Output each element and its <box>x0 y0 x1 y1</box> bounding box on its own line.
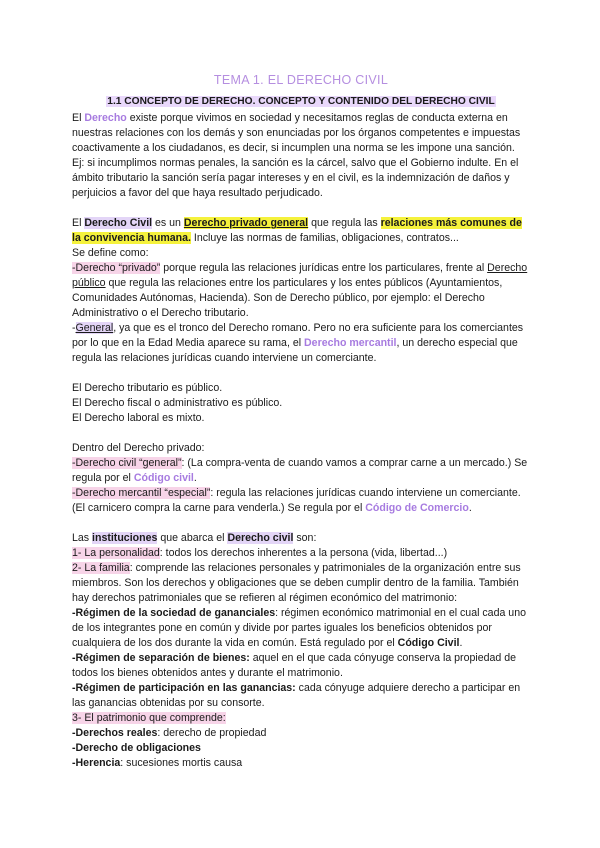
patrimonio-derechos-reales: -Derechos reales: derecho de propiedad <box>72 727 267 739</box>
patrimonio-herencia: -Herencia: sucesiones mortis causa <box>72 757 243 769</box>
term-general: General <box>75 322 114 334</box>
term-codigo-comercio: Código de Comercio <box>365 502 469 514</box>
institucion-personalidad: 1- La personalidad: todos los derechos inherentes a la persona (vida, libertad...) <box>72 547 448 559</box>
rama-laboral: El Derecho laboral es mixto. <box>72 412 205 424</box>
regimen-participacion: -Régimen de participación en las ganancias: cada cónyuge adquiere derecho a participar en las ganancias obtenidas por su consorte. <box>72 682 521 709</box>
term-derecho-privado-general: Derecho privado general <box>183 217 309 229</box>
term-codigo-civil: Código civil <box>133 472 194 484</box>
intro-paragraph: El Derecho existe porque vivimos en sociedad y necesitamos reglas de conducta externa en nuestras relaciones con los demás y son enunciadas por los órganos competentes e impuestas coactivamente a los ciudadanos, es decir, si incumplen una norma se les impone una sanción. Ej: si incumplimos normas penales, la sanción es la cárcel, salvo que el Gobierno indulte. En el ámbito tributario la sanción sería pagar intereses y en el civil, es la indemnización de daños y perjuicios a favor del que haya resultado perjudicado. <box>72 112 521 199</box>
spacer <box>72 426 530 441</box>
civil-general-paragraph: -Derecho civil “general”: (La compra-venta de cuando vamos a comprar carne a un mercado.) Se regula por el Código civil. <box>72 457 528 484</box>
term-relaciones: relaciones más comunes de la convivencia humana. <box>72 217 522 244</box>
regimen-separacion: -Régimen de separación de bienes: aquel en el que cada cónyuge conserva la propiedad de todos los bienes obtenidos antes y durante el matrimonio. <box>72 652 517 679</box>
rama-tributario: El Derecho tributario es público. <box>72 382 223 394</box>
spacer <box>72 201 530 216</box>
term-derecho-civil: Derecho Civil <box>84 217 153 229</box>
rama-fiscal: El Derecho fiscal o administrativo es público. <box>72 397 283 409</box>
privado-paragraph: -Derecho “privado” porque regula las relaciones jurídicas entre los particulares, frente al Derecho público que regula las relaciones entre los particulares y los entes públicos (Ayuntamientos, Comunidades Autónomas, Hacienda). Son de Derecho público, por ejemplo: el Derecho Administrativo o el Derecho tributario. <box>72 262 528 319</box>
patrimonio-obligaciones: -Derecho de obligaciones <box>72 742 201 754</box>
mercantil-especial-paragraph: -Derecho mercantil “especial”: regula las relaciones jurídicas cuando interviene un comerciante.(El carnicero compra la carne para venderla.) Se regula por el Código de Comercio. <box>72 487 521 514</box>
definition-paragraph: El Derecho Civil es un Derecho privado general que regula las relaciones más comunes de la convivencia humana. Incluye las normas de familias, obligaciones, contratos... <box>72 217 522 244</box>
se-define: Se define como: <box>72 247 149 259</box>
term-privado: -Derecho “privado” <box>72 262 161 274</box>
term-derecho-civil-2: Derecho civil <box>227 532 294 544</box>
privado-intro: Dentro del Derecho privado: <box>72 442 205 454</box>
page-title: TEMA 1. EL DERECHO CIVIL <box>213 73 389 87</box>
section-heading: 1.1 CONCEPTO DE DERECHO. CONCEPTO Y CONTENIDO DEL DERECHO CIVIL <box>107 96 495 107</box>
term-derecho-publico: Derecho público <box>72 262 528 289</box>
term-derecho: Derecho <box>84 112 127 124</box>
document-page <box>72 72 530 771</box>
spacer <box>72 366 530 381</box>
instituciones-intro: Las instituciones que abarca el Derecho civil son: <box>72 532 317 544</box>
term-mercantil-especial: -Derecho mercantil “especial” <box>72 487 211 499</box>
spacer <box>72 516 530 531</box>
institucion-patrimonio: 3- El patrimonio que comprende: <box>72 712 226 724</box>
regimen-gananciales: -Régimen de la sociedad de gananciales: régimen económico matrimonial en el cual cada uno de los integrantes pone en común y divide por partes iguales los beneficios obtenidos por cualquiera de los dos durante la vida en común. Está regulado por el Código Civil. <box>72 607 526 649</box>
institucion-familia: 2- La familia: comprende las relaciones personales y patrimoniales de la organización entre sus miembros. Son los derechos y obligaciones que se deben cumplir dentro de la familia. También hay derechos patrimoniales que se refieren al régimen económico del matrimonio: <box>72 562 521 604</box>
general-paragraph: -General, ya que es el tronco del Derecho romano. Pero no era suficiente para los comerciantes por lo que en la Edad Media aparece su rama, el Derecho mercantil, un derecho especial que regula las relaciones jurídicas cuando interviene un comerciante. <box>72 322 524 364</box>
term-derecho-mercantil: Derecho mercantil <box>304 337 397 349</box>
term-civil-general: -Derecho civil “general” <box>72 457 182 469</box>
term-instituciones: instituciones <box>92 532 158 544</box>
